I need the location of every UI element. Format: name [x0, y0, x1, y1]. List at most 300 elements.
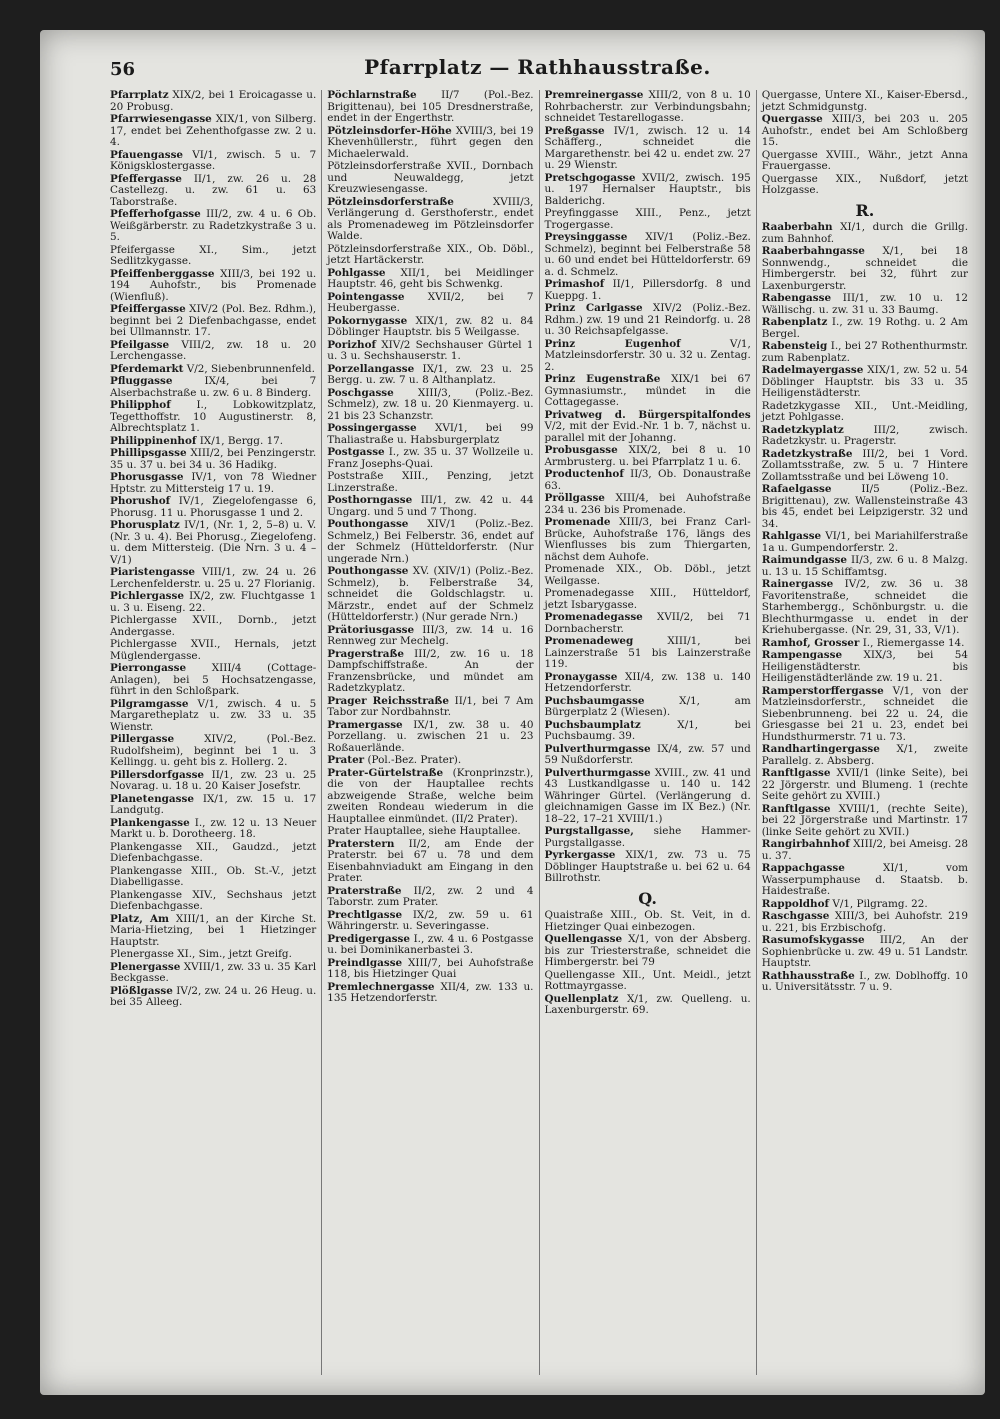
- directory-entry: [327, 268, 533, 291]
- entry-street-name: Rangirbahnhof: [761, 838, 850, 850]
- directory-entry: [110, 949, 316, 961]
- entry-description: II/1, Pillersdorfg. 8 und Kueppg. 1.: [544, 278, 751, 302]
- directory-entry: [545, 208, 751, 231]
- directory-entry: [327, 423, 533, 446]
- directory-entry: [545, 612, 751, 635]
- entry-street-name: Quellenplatz: [544, 992, 619, 1005]
- entry-description: XIII/2, bei Penzingerstr. 35 u. 37 u. bei 34 u. 36 Hadikg.: [110, 447, 317, 471]
- directory-entry: [545, 970, 751, 993]
- directory-entry: [762, 971, 968, 994]
- entry-description: IV/1, von 78 Wiedner Hptstr. zu Mittersteig 17 u. 19.: [110, 471, 317, 495]
- directory-entry: [110, 567, 316, 590]
- entry-street-name: Pfefferhofgasse: [110, 208, 201, 220]
- entry-description: XV. (XIV/1) (Poliz.-Bez. Schmelz), b. Felberstraße 34, schneidet die Goldschlagstr. u. Märzstr., endet auf der Schmelz (Hütteldorferstr.) (Nur gerade Nrn.): [327, 565, 534, 623]
- entry-street-name: Preindlgasse: [327, 956, 403, 969]
- entry-description: X/1, am Bürgerplatz 2 (Wiesen).: [544, 694, 751, 718]
- entry-street-name: Puchsbaumgasse: [544, 694, 645, 707]
- entry-street-name: Rasumofskygasse: [761, 934, 865, 946]
- directory-entry: [545, 173, 751, 208]
- directory-entry: [327, 566, 533, 624]
- entry-description: IV/2, zw. 36 u. 38 Favoritenstraße, schneidet die Starhembergg., Schönburgstr. u. die Blechthurmgasse u. endet in der Kriehubergasse. (Nr. 29, 31, 33, V/1).: [761, 578, 968, 636]
- directory-entry: [110, 364, 316, 376]
- entry-description: XIII/1, bei Lainzerstraße 51 bis Lainzerstraße 119.: [544, 635, 751, 670]
- directory-entry: [545, 934, 751, 969]
- entry-description: III/2, zw. 16 u. 18 Dampfschiffstraße. An der Franzensbrücke, und mündet am Radetzkyplatz.: [327, 647, 534, 694]
- entry-description: Prater Hauptallee, siehe Hauptallee.: [327, 825, 521, 837]
- directory-entry: [110, 890, 316, 913]
- entry-description: III/1, zw. 10 u. 12 Wällischg. u. zw. 31 u. 33 Baumg.: [761, 292, 968, 316]
- entry-street-name: Plankengasse: [110, 816, 190, 829]
- directory-entry: [762, 531, 968, 554]
- directory-entry: [110, 400, 316, 435]
- entry-description: VIII/2, zw. 18 u. 20 Lerchengasse.: [110, 338, 317, 362]
- entry-street-name: Promenadegasse: [544, 611, 643, 623]
- directory-entry: [762, 246, 968, 292]
- entry-description: IX/2, zw. 59 u. 61 Währingerstr. u. Severingasse.: [327, 908, 534, 932]
- entry-description: II/3, zw. 6 u. 8 Malzg. u. 13 u. 15 Schiffamtsg.: [761, 554, 968, 578]
- entry-street-name: Plößlgasse: [110, 984, 173, 997]
- directory-entry: [327, 755, 533, 767]
- entry-street-name: Pfarrplatz: [110, 90, 169, 101]
- directory-entry: [110, 496, 316, 519]
- directory-entry: [545, 339, 751, 374]
- entry-description: Plankengasse XIII., Ob. St.-V., jetzt Diabelligasse.: [110, 864, 317, 888]
- entry-street-name: Phillipsgasse: [110, 447, 187, 459]
- entry-description: XII/4, zw. 133 u. 135 Hetzendorferstr.: [327, 980, 534, 1004]
- entry-street-name: Premlechnergasse: [327, 980, 435, 993]
- directory-entry: [545, 90, 751, 125]
- directory-entry: [762, 174, 968, 197]
- directory-entry: [762, 222, 968, 245]
- directory-entry: [545, 469, 751, 492]
- entry-description: Quellengasse XII., Unt. Meidl., jetzt Rottmayrgasse.: [544, 968, 751, 992]
- entry-description: Promenadegasse XIII., Hütteldorf, jetzt Isbarygasse.: [544, 587, 751, 611]
- entry-description: XIII/7, bei Auhofstraße 118, bis Hietzinger Quai: [327, 956, 534, 980]
- directory-entry: [110, 986, 316, 1009]
- entry-street-name: Pouthongasse: [327, 565, 409, 577]
- entry-street-name: Posthorngasse: [327, 494, 413, 506]
- directory-entry: [327, 768, 533, 826]
- directory-entry: [327, 839, 533, 885]
- directory-entry: [545, 744, 751, 767]
- directory-entry: [110, 962, 316, 985]
- entry-street-name: Puchsbaumplatz: [544, 718, 641, 731]
- entry-street-name: Promenade: [544, 516, 611, 528]
- entry-description: XIV/2 Sechshauser Gürtel 1 u. 3 u. Sechshauserstr. 1.: [327, 338, 534, 362]
- directory-entry: [110, 818, 316, 841]
- entry-description: XVII/2, zwisch. 195 u. 197 Hernalser Hauptstr., bis Balderichg.: [544, 171, 751, 207]
- entry-description: XIX/2, bei 1 Eroicagasse u. 20 Probusg.: [110, 90, 317, 113]
- entry-description: XIII/3, (Poliz.-Bez. Schmelz), zw. 18 u. 20 Kienmayerg. u. 21 bis 23 Schanzstr.: [327, 386, 534, 422]
- entry-description: XIV/2 (Poliz.-Bez. Rdhm.) zw. 19 und 21 Reindorfg. u. 28 u. 30 Reichsapfelgasse.: [544, 302, 751, 337]
- directory-entry: [762, 804, 968, 839]
- entry-street-name: Pramergasse: [327, 718, 403, 731]
- entry-street-name: Prinz Carlgasse: [544, 302, 643, 314]
- entry-street-name: Praterstraße: [327, 884, 402, 897]
- entry-description: XVIII/1, (rechte Seite), bei 22 Jörgerstraße und Martinstr. 17 (linke Seite gehört zu XVII.): [761, 802, 968, 838]
- entry-street-name: Radetzkystraße: [761, 447, 853, 460]
- entry-street-name: Primashof: [544, 278, 605, 290]
- entry-description: XIII/4, bei Auhofstraße 234 u. 236 bis Promenade.: [544, 492, 751, 516]
- entry-description: XIX/3, bei 54 Heiligenstädterstr. bis Heiligenstädterlände zw. 19 u. 21.: [761, 649, 968, 684]
- directory-entry: [762, 744, 968, 767]
- entry-description: XVIII/3, Verlängerung d. Gersthoferstr., endet als Promenadeweg im Pötzleinsdorfer Walde.: [327, 195, 534, 242]
- directory-entry: [762, 579, 968, 637]
- entry-description: I., zw. 4 u. 6 Postgasse u. bei Dominikanerbastei 3.: [327, 932, 534, 956]
- entry-street-name: Pilgramgasse: [110, 697, 189, 710]
- entry-description: II/7 (Pol.-Bez. Brigittenau), bei 105 Dresdnerstraße, endet in der Engerthstr.: [327, 90, 534, 124]
- directory-entry: [110, 472, 316, 495]
- entry-street-name: Rabensteig: [761, 340, 828, 352]
- directory-entry: [110, 436, 316, 448]
- entry-description: IX/1, zw. 38 u. 40 Porzellang. u. zwischen 21 u. 23 Roßauerlände.: [327, 718, 534, 754]
- directory-entry: [327, 720, 533, 755]
- entry-street-name: Raaberbahn: [761, 221, 833, 233]
- entry-street-name: Rafaelgasse: [761, 483, 832, 495]
- entry-description: VI/1, zwisch. 5 u. 7 Königsklostergasse.: [110, 148, 317, 172]
- entry-description: I., zw. 19 Rothg. u. 2 Am Bergel.: [761, 316, 968, 340]
- entry-street-name: Prater-Gürtelstraße: [327, 766, 444, 779]
- directory-entry: [110, 842, 316, 865]
- entry-description: IV/1, Ziegelofengasse 6, Phorusg. 11 u. Phorusgasse 1 und 2.: [110, 495, 317, 519]
- entry-street-name: Rahlgasse: [761, 530, 822, 542]
- entry-street-name: Radelmayergasse: [761, 364, 864, 376]
- directory-entry: [327, 340, 533, 363]
- directory-entry: [327, 649, 533, 695]
- entry-street-name: Pfeffergasse: [110, 172, 182, 185]
- entry-street-name: Preßgasse: [544, 124, 605, 137]
- entry-street-name: Rathhausstraße: [761, 969, 855, 982]
- entry-description: XIII/3, bei 192 u. 194 Auhofstr., bis Promenade (Wienfluß).: [110, 267, 317, 303]
- entry-description: XIV/2 (Pol. Bez. Rdhm.), beginnt bei 2 Diefenbachgasse, endet bei Ullmannstr. 17.: [110, 303, 317, 338]
- entry-description: II/3, Ob. Donaustraße 63.: [544, 468, 751, 492]
- directory-entry: [545, 445, 751, 468]
- entry-description: II/1, bei 7 Am Tabor zur Nordbahnstr.: [327, 694, 534, 718]
- entry-street-name: Planetengasse: [110, 792, 194, 805]
- directory-entry: [327, 244, 533, 267]
- directory-entry: [327, 519, 533, 565]
- entry-description: XII/4, zw. 138 u. 140 Hetzendorferstr.: [544, 670, 751, 694]
- entry-description: IX/1, zw. 15 u. 17 Landgutg.: [110, 792, 317, 816]
- entry-street-name: Pröllgasse: [544, 492, 605, 504]
- entry-description: XVIII/3, bei 19 Khevenhüllerstr., führt gegen den Michaelerwald.: [327, 124, 534, 160]
- entry-street-name: Pragerstraße: [327, 647, 404, 660]
- entry-description: V/1, Pilgramg. 22.: [832, 897, 928, 910]
- entry-street-name: Pretschgogasse: [544, 171, 636, 184]
- entry-street-name: Poschgasse: [327, 386, 394, 399]
- directory-entry: [545, 279, 751, 302]
- directory-entry: [110, 90, 316, 113]
- entry-street-name: Postgasse: [327, 446, 385, 458]
- directory-entry: [762, 555, 968, 578]
- entry-street-name: Rainergasse: [761, 578, 834, 590]
- directory-entry: [110, 245, 316, 268]
- entry-description: XIII/3, bei Franz Carl-Brücke, Auhofstraße 176, längs des Wienflusses bis zum Thiergarten, nächst dem Auhofe.: [544, 516, 751, 563]
- directory-entry: [545, 636, 751, 671]
- directory-entry: [545, 126, 751, 172]
- directory-entry: [762, 638, 968, 650]
- entry-street-name: Randhartingergasse: [761, 743, 880, 755]
- entry-description: Quergasse XVIII., Währ., jetzt Anna Frauergasse.: [761, 148, 968, 172]
- directory-entry: [327, 388, 533, 423]
- entry-description: V/1, Matzleinsdorferstr. 30 u. 32 u. Zentag. 2.: [544, 337, 751, 373]
- column-3: [540, 90, 757, 1375]
- entry-description: XVI/1, bei 99 Thaliastraße u. Habsburgerplatz: [327, 422, 534, 446]
- entry-description: XIX/2, bei 8 u. 10 Armbrusterg. u. bei Pfarrplatz 1 u. 6.: [544, 444, 751, 468]
- entry-description: X/1, zw. Quelleng. u. Laxenburgerstr. 69.: [544, 992, 751, 1016]
- directory-entry: [110, 340, 316, 363]
- entry-street-name: Prätoriusgasse: [327, 623, 415, 636]
- entry-street-name: Predigergasse: [327, 932, 411, 945]
- directory-entry: [327, 934, 533, 957]
- directory-entry: [545, 588, 751, 611]
- entry-street-name: Philipphof: [110, 399, 171, 411]
- entry-description: Quergasse XIX., Nußdorf, jetzt Holzgasse.: [761, 172, 968, 196]
- entry-description: I., Lobkowitzplatz, Tegetthoffstr. 10 Augustinerstr. 8, Albrechtsplatz 1.: [110, 399, 317, 434]
- entry-street-name: Pichlergasse: [110, 590, 184, 602]
- running-head: Pfarrplatz — Rathhausstraße.: [364, 55, 711, 79]
- section-heading: R.: [855, 200, 875, 220]
- entry-street-name: Platz, Am: [110, 912, 170, 925]
- entry-description: XIX/1, von Silberg. 17, endet bei Zehenthofgasse zw. 2 u. 4.: [110, 113, 317, 148]
- directory-page: [40, 30, 985, 1395]
- entry-description: XIII/2, von 8 u. 10 Rohrbacherstr. zur Verbindungsbahn; schneidet Testarellogasse.: [544, 90, 751, 124]
- entry-description: Preyfinggasse XIII., Penz., jetzt Trogergasse.: [544, 207, 751, 231]
- entry-street-name: Prechtlgasse: [327, 908, 403, 921]
- entry-street-name: Pöchlarnstraße: [327, 90, 417, 101]
- directory-entry: [545, 303, 751, 338]
- directory-entry: [545, 493, 751, 516]
- entry-description: XVIII., zw. 41 und 43 Lustkandlgasse u. 140 u. 142 Währinger Gürtel. (Verlängerung d. gleichnamigen Gasse im IX Bez.) (Nr. 18–22, 17–21 XVIII/1.): [544, 766, 751, 825]
- entry-street-name: Pfeiffergasse: [110, 303, 186, 315]
- entry-description: X/1, bei Puchsbaumg. 39.: [544, 718, 751, 742]
- directory-entry: [110, 304, 316, 339]
- directory-entry: [762, 341, 968, 364]
- entry-street-name: Pfeiffenberggasse: [110, 267, 215, 280]
- directory-entry: [545, 672, 751, 695]
- entry-description: III/3, zw. 14 u. 16 Rennweg zur Mechelg.: [327, 623, 534, 647]
- entry-street-name: Promenadeweg: [544, 635, 634, 647]
- entry-street-name: Pötzleinsdorferstraße: [327, 195, 454, 208]
- entry-street-name: Quellengasse: [544, 933, 623, 945]
- entry-description: Pichlergasse XVII., Dornb., jetzt Andergasse.: [110, 614, 317, 638]
- directory-entry: [110, 269, 316, 304]
- entry-street-name: Radetzkyplatz: [761, 423, 844, 436]
- entry-street-name: Privatweg d. Bürgerspitalfondes: [544, 408, 751, 421]
- entry-description: I., zw. 35 u. 37 Wollzeile u. Franz Josephs-Quai.: [327, 446, 534, 470]
- entry-street-name: Phorusplatz: [110, 519, 180, 531]
- entry-description: IX/1, Bergg. 17.: [199, 434, 284, 447]
- entry-street-name: Porizhof: [327, 338, 376, 351]
- entry-description: II/5 (Poliz.-Bez. Brigittenau), zw. Wallensteinstraße 43 bis 45, endet bei Leipzigerstr. 32 und 34.: [761, 483, 968, 530]
- directory-entry: [327, 958, 533, 981]
- entry-description: Plankengasse XIV., Sechshaus jetzt Diefenbachgasse.: [110, 888, 317, 912]
- directory-entry: [762, 293, 968, 316]
- directory-entry: [762, 650, 968, 685]
- entry-description: XIII/3, bei Auhofstr. 219 u. 221, bis Erzbischofg.: [761, 910, 968, 934]
- entry-description: II/1, zw. 26 u. 28 Castellezg. u. zw. 61 u. 63 Taborstraße.: [110, 172, 317, 208]
- directory-entry: [327, 471, 533, 494]
- entry-street-name: Praterstern: [327, 837, 395, 850]
- entry-description: III/2, bei 1 Vord. Zollamtsstraße, zw. 5 u. 7 Hintere Zollamtsstraße und bei Löweng 10.: [761, 447, 968, 483]
- directory-entry: [545, 720, 751, 743]
- directory-entry: [762, 317, 968, 340]
- directory-entry: [110, 866, 316, 889]
- directory-entry: [327, 696, 533, 719]
- entry-description: I., bei 27 Rothenthurmstr. zum Rabenplatz.: [761, 340, 968, 364]
- entry-description: (Pol.-Bez. Prater).: [367, 754, 462, 766]
- directory-entry: [327, 316, 533, 339]
- directory-entry: [327, 982, 533, 1005]
- entry-description: XVII/2, bei 7 Heubergasse.: [327, 290, 534, 314]
- directory-entry: [110, 114, 316, 149]
- entry-description: Poststraße XIII., Penzing, jetzt Linzerstraße.: [327, 470, 534, 494]
- page-header: [110, 55, 965, 85]
- entry-street-name: Porzellangasse: [327, 362, 415, 375]
- directory-entry: [327, 625, 533, 648]
- column-1: [105, 90, 322, 1375]
- directory-entry: [327, 292, 533, 315]
- entry-description: XIV/2, (Pol.-Bez. Rudolfsheim), beginnt bei 1 u. 3 Kellingg. u. geht bis z. Hollerg. 2.: [110, 733, 317, 768]
- entry-description: III/1, zw. 42 u. 44 Ungarg. und 5 und 7 Thong.: [327, 494, 534, 518]
- entry-description: siehe Hammer-Purgstallgasse.: [544, 825, 751, 849]
- directory-entry: [762, 686, 968, 744]
- entry-description: IX/1, zw. 23 u. 25 Bergg. u. zw. 7 u. 8 Althanplatz.: [327, 362, 534, 386]
- directory-entry: [110, 209, 316, 244]
- entry-description: XIII/1, an der Kirche St. Maria-Hietzing, bei 1 Hietzinger Hauptstr.: [110, 912, 317, 948]
- entry-street-name: Productenhof: [544, 468, 624, 480]
- entry-description: XVIII/1, zw. 33 u. 35 Karl Beckgasse.: [110, 960, 317, 984]
- directory-entry: [545, 517, 751, 563]
- entry-street-name: Pierrongasse: [110, 662, 187, 674]
- entry-street-name: Ranftlgasse: [761, 802, 831, 815]
- directory-entry: [110, 639, 316, 662]
- entry-street-name: Raimundgasse: [761, 554, 847, 566]
- directory-entry: [545, 850, 751, 885]
- entry-description: Pötzleinsdorferstraße XIX., Ob. Döbl., jetzt Hartäckerstr.: [327, 242, 534, 266]
- directory-entry: [110, 663, 316, 698]
- entry-description: IV/1, (Nr. 1, 2, 5–8) u. V. (Nr. 3 u. 4). Bei Phorusg., Ziegelofeng. u. dem Mittersteig. (Die Nrn. 3 u. 4 – V/1): [110, 519, 317, 566]
- directory-entry: [545, 564, 751, 587]
- directory-entry: [327, 90, 533, 125]
- entry-description: II/2, zw. 2 und 4 Taborstr. zum Prater.: [327, 884, 534, 908]
- entry-description: VI/1, bei Mariahilferstraße 1a u. Gumpendorferstr. 2.: [761, 530, 968, 554]
- entry-description: Pfeifergasse XI., Sim., jetzt Sedlitzkygasse.: [110, 243, 317, 267]
- directory-entry: [545, 768, 751, 826]
- entry-street-name: Ramperstorffergasse: [761, 684, 884, 697]
- entry-street-name: Raaberbahngasse: [761, 245, 865, 257]
- directory-entry: [110, 914, 316, 949]
- entry-street-name: Prager Reichsstraße: [327, 694, 449, 707]
- entry-description: XIV/1 (Poliz.-Bez. Schmelz,) Bei Felberstr. 36, endet auf der Schmelz (Hütteldorferstr. (Nur ungerade Nrn.): [327, 518, 534, 565]
- directory-entry: [762, 839, 968, 862]
- directory-entry: [110, 150, 316, 173]
- entry-description: I., zw. Doblhoffg. 10 u. Universitätsstr. 7 u. 9.: [761, 969, 969, 993]
- entry-description: Plankengasse XII., Gaudzd., jetzt Diefenbachgasse.: [110, 840, 317, 864]
- entry-street-name: Pulverthurmgasse: [544, 742, 651, 755]
- entry-description: III/2, zw. 4 u. 6 Ob. Weißgärberstr. zu Radetzkystraße 3 u. 5.: [110, 208, 317, 243]
- entry-description: X/1, von der Absberg. bis zur Triesterstraße, schneidet die Himbergerstr. bei 79: [544, 933, 751, 968]
- entry-description: XIII/2, bei Ameisg. 28 u. 37.: [761, 838, 968, 862]
- directory-entry: [762, 768, 968, 803]
- directory-entry: [762, 90, 968, 113]
- directory-entry: [545, 826, 751, 849]
- directory-entry: [327, 826, 533, 838]
- directory-entry: [110, 699, 316, 734]
- entry-description: Promenade XIX., Ob. Döbl., jetzt Weilgasse.: [544, 563, 751, 587]
- entry-street-name: Pfeilgasse: [110, 338, 170, 351]
- entry-street-name: Pohlgasse: [327, 266, 386, 279]
- entry-description: III/2, zwisch. Radetzkystr. u. Pragerstr.: [761, 423, 968, 447]
- directory-entry: [327, 364, 533, 387]
- entry-description: Quaistraße XIII., Ob. St. Veit, in d. Hietzinger Quai einbezogen.: [544, 909, 751, 933]
- directory-entry: [545, 374, 751, 409]
- entry-street-name: Pronaygasse: [544, 670, 618, 683]
- entry-street-name: Ramhof, Grosser: [761, 636, 860, 649]
- entry-street-name: Pokornygasse: [327, 314, 408, 327]
- entry-description: VIII/1, zw. 24 u. 26 Lerchenfelderstr. u. 25 u. 27 Florianig.: [110, 566, 317, 590]
- entry-description: II/1, zw. 23 u. 25 Novarag. u. 18 u. 20 Kaiser Josefstr.: [110, 768, 317, 792]
- entry-street-name: Rampengasse: [761, 649, 843, 661]
- directory-entry: [762, 899, 968, 911]
- entry-description: XIII/3, bei 203 u. 205 Auhofstr., endet bei Am Schloßberg 15.: [761, 113, 968, 148]
- page-number: 56: [110, 59, 136, 80]
- directory-entry: [327, 161, 533, 196]
- entry-description: XIX/1, zw. 73 u. 75 Döblinger Hauptstraße u. bei 62 u. 64 Billrothstr.: [544, 849, 751, 884]
- entry-description: XIX/1 bei 67 Gymnasiumstr., mündet in die Cottagegasse.: [544, 373, 751, 408]
- directory-entry: [327, 126, 533, 161]
- entry-description: XIX/1, zw. 82 u. 84 Döblinger Hauptstr. bis 5 Weilgasse.: [327, 314, 534, 338]
- entry-street-name: Pillergasse: [110, 733, 175, 745]
- directory-entry: [545, 994, 751, 1017]
- entry-description: V/2, Siebenbrunnenfeld.: [186, 362, 315, 375]
- entry-description: IX/2, zw. Fluchtgasse 1 u. 3 u. Eiseng. 22.: [110, 590, 317, 614]
- entry-description: Pichlergasse XVII., Hernals, jetzt Müglendergasse.: [110, 638, 317, 662]
- entry-street-name: Pointengasse: [327, 290, 405, 303]
- entry-street-name: Pillersdorfgasse: [110, 768, 205, 781]
- entry-description: V/2, mit der Evid.-Nr. 1 b. 7, nächst u. parallel mit der Johanng.: [544, 420, 751, 444]
- entry-street-name: Rappoldhof: [761, 897, 829, 910]
- entry-street-name: Pfluggasse: [110, 375, 173, 387]
- entry-street-name: Rappachgasse: [761, 862, 845, 874]
- entry-description: IX/4, bei 7 Alserbachstraße u. zw. 6 u. 8 Binderg.: [110, 375, 317, 399]
- directory-entry: [327, 447, 533, 470]
- directory-entry: [110, 794, 316, 817]
- directory-entry: [110, 174, 316, 209]
- directory-entry: [327, 495, 533, 518]
- directory-entry: [762, 365, 968, 400]
- entry-street-name: Piaristengasse: [110, 566, 196, 578]
- entry-description: I., Riemergasse 14.: [862, 636, 965, 649]
- directory-entry: [110, 520, 316, 566]
- directory-entry: [545, 910, 751, 933]
- directory-entry: [110, 615, 316, 638]
- entry-description: XVII/1 (linke Seite), bei 22 Jörgerstr. und Blumeng. 1 (rechte Seite gehört zu XVIII.): [761, 767, 968, 802]
- directory-entry: [327, 886, 533, 909]
- directory-entry: [762, 425, 968, 448]
- entry-street-name: Rabengasse: [761, 292, 832, 304]
- directory-entry: [762, 449, 968, 484]
- entry-description: I., zw. 12 u. 13 Neuer Markt u. b. Dorotheerg. 18.: [110, 816, 317, 840]
- entry-street-name: Phorusgasse: [110, 471, 184, 483]
- directory-entry: [762, 935, 968, 970]
- entry-street-name: Pötzleinsdorfer-Höhe: [327, 124, 452, 137]
- entry-description: XVII/2, bei 71 Dornbacherstr.: [544, 611, 751, 635]
- column-4: [757, 90, 973, 1375]
- entry-description: XII/1, bei Meidlinger Hauptstr. 46, geht bis Schwenkg.: [327, 266, 534, 290]
- directory-entry: [545, 232, 751, 278]
- entry-street-name: Ranftlgasse: [761, 767, 831, 779]
